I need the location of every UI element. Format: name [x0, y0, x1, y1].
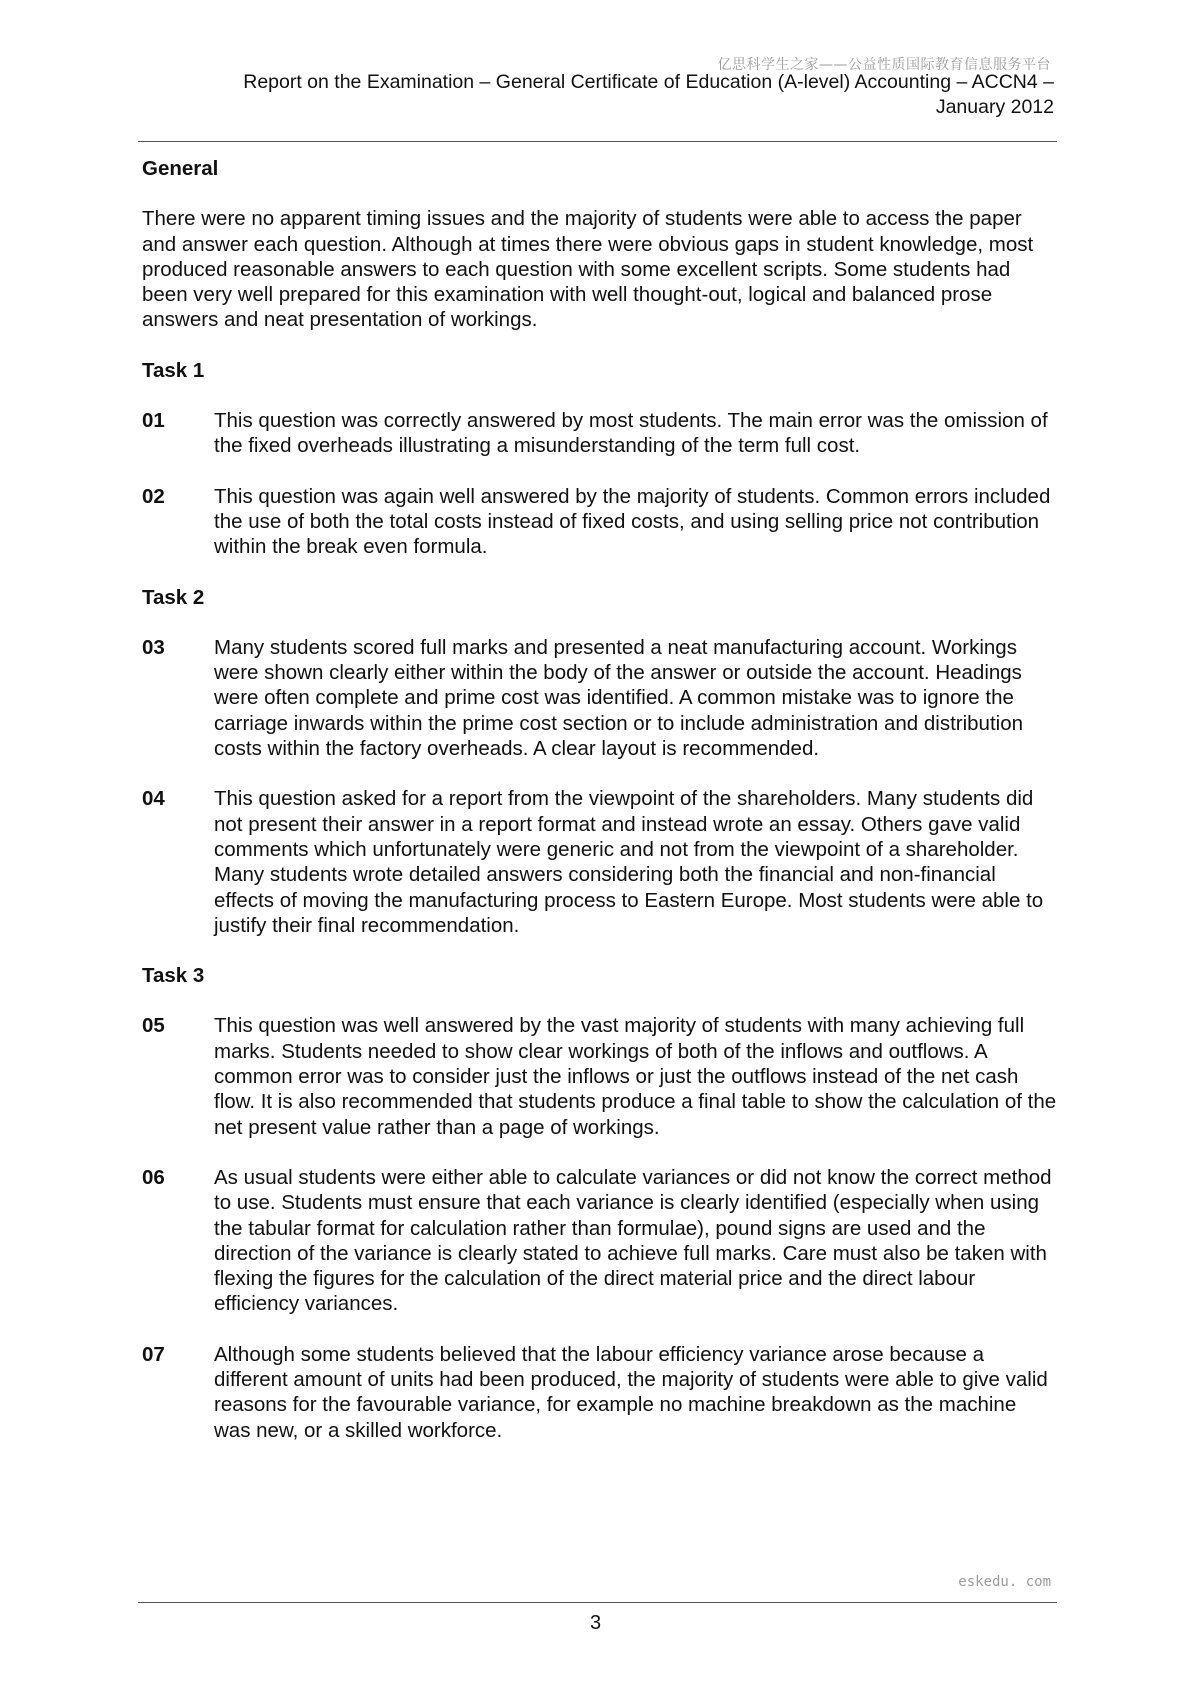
question-comment: This question was well answered by the vast majority of students with many achieving full marks. Students needed to show clear workings of both of the inflows and outflows. A common error was to consider just the inflows or just the outflows instead of the net cash flow. It is also recommended that students produce a final table to show the calculation of the net present value rather than a page of workings. [214, 1014, 1057, 1139]
question-comment: As usual students were either able to calculate variances or did not know the correct method to use. Students must ensure that each variance is clearly identified (especially when using the tabular format for calculation rather than formulae), pound signs are used and the direction of the variance is clearly stated to achieve full marks. Care must also be taken with flexing the figures for the calculation of the direct material price and the direct labour efficiency variances. [214, 1165, 1052, 1316]
page-number: 3 [589, 1612, 602, 1634]
question-comment: Although some students believed that the labour efficiency variance arose because a different amount of units had been produced, the majority of students were able to give valid reasons for the favourable variance, for example no machine breakdown as the machine was new, or a skilled workforce. [214, 1342, 1048, 1442]
question-number: 04 [142, 787, 165, 811]
header-line-1: Report on the Examination – General Certificate of Education (A-level) Accounting – ACCN4 – [243, 71, 1054, 93]
question-number: 07 [142, 1342, 165, 1366]
question-number: 02 [142, 484, 165, 508]
question-item-01 [142, 408, 1057, 459]
watermark-top: 亿思科学生之家——公益性质国际教育信息服务平台 [717, 57, 1051, 73]
header-line-2: January 2012 [935, 96, 1054, 118]
question-item-04 [142, 786, 1057, 938]
section-heading-task-1: Task 1 [142, 358, 205, 382]
report-body [142, 156, 1057, 1468]
question-item-06 [142, 1165, 1057, 1317]
question-number: 01 [142, 409, 165, 433]
question-item-05 [142, 1013, 1057, 1139]
header-divider [138, 141, 1057, 142]
question-item-07 [142, 1342, 1057, 1443]
question-comment: Many students scored full marks and presented a neat manufacturing account. Workings were shown clearly either within the body of the answer or outside the account. Headings were often complete and prime cost was identified. A common mistake was to ignore the carriage inwards within the prime cost section or to include administration and distribution costs within the factory overheads. A clear layout is recommended. [214, 635, 1024, 761]
question-item-02 [142, 484, 1057, 560]
question-number: 03 [142, 635, 165, 659]
question-item-03 [142, 635, 1057, 761]
section-heading-task-3: Task 3 [142, 964, 205, 988]
page-header [194, 70, 1054, 120]
section-heading-task-2: Task 2 [142, 585, 205, 609]
footer-divider [138, 1602, 1057, 1603]
question-number: 05 [142, 1014, 165, 1038]
question-comment: This question was again well answered by the majority of students. Common errors included the use of both the total costs instead of fixed costs, and using selling price not contribution within the break even formula. [214, 484, 1051, 559]
question-comment: This question asked for a report from the viewpoint of the shareholders. Many students did not present their answer in a report format and instead wrote an essay. Others gave valid comments which unfortunately were generic and not from the viewpoint of a shareholder. Many students wrote detailed answers considering both the financial and non-financial effects of moving the manufacturing process to Eastern Europe. Most students were able to justify their final recommendation. [214, 787, 1044, 937]
watermark-bottom: eskedu. com [958, 1574, 1051, 1590]
question-comment: This question was correctly answered by most students. The main error was the omission of the fixed overheads illustrating a misunderstanding of the term full cost. [214, 409, 1048, 458]
section-heading-general: General [142, 157, 219, 180]
general-paragraph: There were no apparent timing issues and the majority of students were able to access the paper and answer each question. Although at times there were obvious gaps in student knowledge, most produced reasonable answers to each question with some excellent scripts. Some students had been very well prepared for this examination with well thought-out, logical and balanced prose answers and neat presentation of workings. [142, 207, 1034, 332]
question-number: 06 [142, 1165, 165, 1189]
